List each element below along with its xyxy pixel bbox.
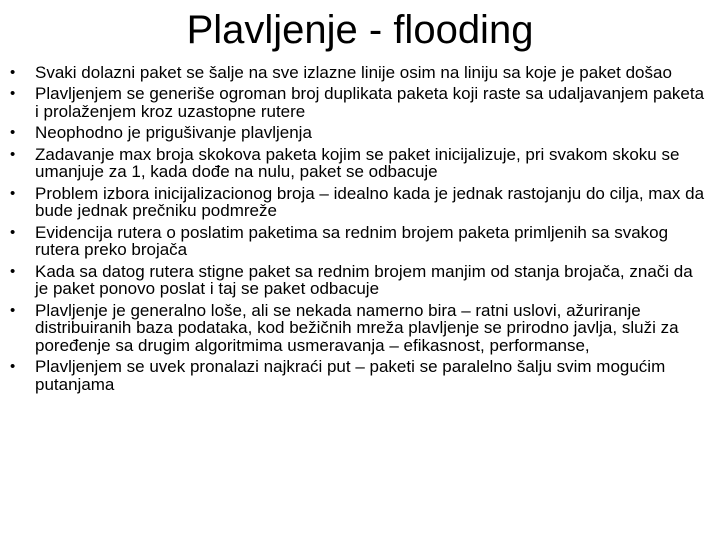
bullet-item — [10, 224, 710, 259]
bullet-item — [10, 263, 710, 298]
bullet-marker: • — [10, 301, 16, 319]
bullet-item — [10, 358, 710, 393]
bullet-text: Plavljenjem se generiše ogroman broj duplikata paketa koji raste sa udaljavanjem paketa i prolaženjem kroz uzastopne rutere — [35, 84, 705, 121]
bullet-item — [10, 146, 710, 181]
bullet-item — [10, 64, 710, 82]
bullet-item — [10, 124, 710, 142]
bullet-marker: • — [10, 223, 16, 241]
bullet-list — [10, 64, 710, 397]
bullet-text: Svaki dolazni paket se šalje na sve izlazne linije osim na liniju sa koje je paket došao — [35, 63, 672, 82]
bullet-marker: • — [10, 124, 16, 142]
bullet-text: Neophodno je prigušivanje plavljenja — [35, 123, 312, 143]
bullet-marker: • — [10, 145, 16, 163]
bullet-text: Zadavanje max broja skokova paketa kojim se paket inicijalizuje, pri svakom skoku se umanjuje za 1, kada dođe na nulu, paket se odbacuje — [35, 144, 680, 182]
bullet-marker: • — [10, 262, 16, 280]
bullet-text: Plavljenje je generalno loše, ali se nekada namerno bira – ratni uslovi, ažuriranje distribuiranih baza podataka, kod bežičnih mreža plavljenje se prirodno javlja, služi za poređenje sa drugim algoritmima usmeravanja – efikasnost, performanse, — [35, 300, 679, 355]
bullet-text: Evidencija rutera o poslatim paketima sa rednim brojem paketa primljenih sa svakog rutera preko brojača — [35, 222, 669, 260]
slide-title: Plavljenje - flooding — [186, 8, 534, 52]
bullet-marker: • — [10, 358, 16, 376]
bullet-item — [10, 185, 710, 220]
bullet-item — [10, 85, 710, 120]
bullet-marker: • — [10, 184, 16, 202]
bullet-marker: • — [10, 85, 16, 103]
bullet-text: Plavljenjem se uvek pronalazi najkraći put – paketi se paralelno šalju svim mogućim putanjama — [35, 357, 666, 394]
bullet-marker: • — [10, 64, 16, 81]
bullet-item — [10, 302, 710, 355]
bullet-text: Problem izbora inicijalizacionog broja – idealno kada je jednak rastojanju do cilja, max da bude jednak prečniku podmreže — [35, 183, 705, 221]
bullet-text: Kada sa datog rutera stigne paket sa rednim brojem manjim od stanja brojača, znači da je paket ponovo poslat i taj se paket odbacuje — [35, 261, 693, 299]
